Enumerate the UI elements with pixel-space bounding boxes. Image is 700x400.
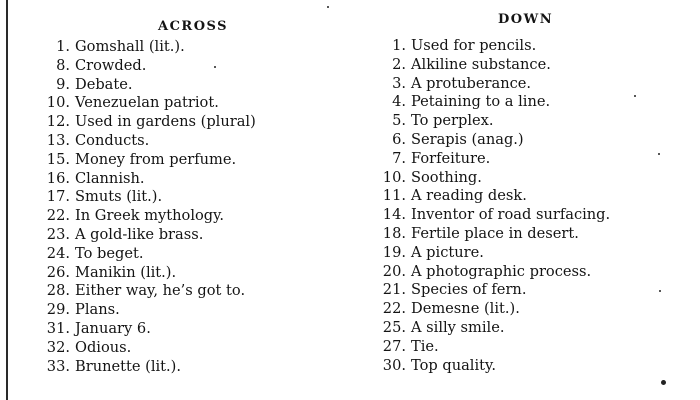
clue-text: A gold-like brass. (75, 225, 204, 243)
clue-text: Soothing. (411, 168, 482, 186)
down-heading: DOWN (498, 12, 554, 27)
across-clue (44, 188, 256, 207)
clue-number: 31. (46, 319, 70, 337)
clue-number: 11. (382, 187, 406, 205)
down-clue (380, 281, 610, 300)
clue-text: Alkiline substance. (411, 55, 551, 73)
down-clue (380, 131, 610, 150)
clue-text: Smuts (lit.). (75, 188, 163, 206)
down-clue (380, 56, 610, 75)
left-margin-rule (6, 0, 8, 400)
down-clue (380, 300, 610, 319)
clue-text: Tie. (411, 337, 439, 355)
clue-number: 9. (56, 75, 70, 93)
down-clue (380, 338, 610, 357)
down-clue (380, 75, 610, 94)
clue-text: Used for pencils. (411, 37, 537, 54)
clue-number: 7. (392, 149, 406, 167)
clue-text: In Greek mythology. (75, 207, 225, 225)
clue-text: Forfeiture. (411, 149, 491, 167)
across-clue (44, 245, 256, 264)
clue-text: Inventor of road surfacing. (411, 206, 611, 224)
clue-number: 1. (392, 37, 406, 54)
clue-number: 6. (392, 130, 406, 148)
across-clue (44, 226, 256, 245)
down-clue (380, 244, 610, 263)
clue-number: 14. (382, 206, 406, 224)
clue-number: 20. (382, 262, 406, 280)
clue-number: 10. (46, 94, 70, 112)
print-speck (327, 6, 329, 8)
clue-number: 8. (56, 56, 70, 74)
clue-text: Odious. (75, 338, 132, 356)
clue-number: 28. (46, 282, 70, 300)
clue-number: 27. (382, 337, 406, 355)
clue-text: January 6. (75, 319, 151, 337)
print-speck (658, 153, 660, 155)
clue-number: 3. (392, 74, 406, 92)
clue-text: A reading desk. (411, 187, 527, 205)
clue-number: 12. (46, 113, 70, 131)
clue-text: Top quality. (411, 356, 496, 374)
down-clue (380, 187, 610, 206)
clue-number: 32. (46, 338, 70, 356)
down-clue (380, 357, 610, 376)
across-clue (44, 301, 256, 320)
down-clue (380, 93, 610, 112)
clue-text: Crowded. (75, 56, 147, 74)
down-clue-list (380, 37, 610, 375)
down-clue (380, 225, 610, 244)
clue-text: To perplex. (411, 112, 494, 130)
down-clue (380, 37, 610, 56)
clue-text: Conducts. (75, 131, 150, 149)
clue-number: 22. (46, 207, 70, 225)
clue-number: 5. (392, 112, 406, 130)
clue-text: Either way, he’s got to. (75, 282, 246, 300)
clue-number: 1. (56, 38, 70, 55)
across-clue (44, 113, 256, 132)
clue-text: Manikin (lit.). (75, 263, 177, 281)
clue-text: Petaining to a line. (411, 93, 551, 111)
across-clue-list (44, 38, 256, 376)
across-clue (44, 132, 256, 151)
down-clue (380, 206, 610, 225)
clue-text: Brunette (lit.). (75, 357, 182, 375)
across-clue (44, 207, 256, 226)
clue-number: 15. (46, 150, 70, 168)
across-clue (44, 57, 256, 76)
across-clue (44, 170, 256, 189)
clue-number: 23. (46, 225, 70, 243)
across-clue (44, 339, 256, 358)
clue-number: 13. (46, 131, 70, 149)
clue-number: 10. (382, 168, 406, 186)
down-clue (380, 150, 610, 169)
across-clue (44, 358, 256, 377)
clue-text: Used in gardens (plural) (75, 113, 256, 131)
across-clue (44, 151, 256, 170)
print-speck (214, 66, 216, 68)
clue-text: Debate. (75, 75, 133, 93)
across-clue (44, 38, 256, 57)
clue-number: 17. (46, 188, 70, 206)
clue-number: 30. (382, 356, 406, 374)
clue-text: A silly smile. (411, 318, 505, 336)
clue-text: To beget. (75, 244, 144, 262)
clue-text: Demesne (lit.). (411, 300, 520, 318)
clue-text: Venezuelan patriot. (75, 94, 219, 112)
clue-number: 25. (382, 318, 406, 336)
clue-number: 33. (46, 357, 70, 375)
clue-text: A protuberance. (411, 74, 532, 92)
across-clue (44, 76, 256, 95)
down-clue (380, 263, 610, 282)
clue-number: 21. (382, 281, 406, 299)
across-clue (44, 264, 256, 283)
clue-text: Money from perfume. (75, 150, 237, 168)
print-speck (634, 95, 636, 97)
clue-text: Fertile place in desert. (411, 224, 579, 242)
clue-number: 2. (392, 55, 406, 73)
clue-number: 26. (46, 263, 70, 281)
clue-number: 19. (382, 243, 406, 261)
clue-text: Species of fern. (411, 281, 527, 299)
clue-number: 4. (392, 93, 406, 111)
clue-number: 22. (382, 300, 406, 318)
clue-text: Clannish. (75, 169, 145, 187)
clue-number: 24. (46, 244, 70, 262)
across-clue (44, 282, 256, 301)
down-clue (380, 319, 610, 338)
down-clue (380, 112, 610, 131)
clue-text: A picture. (411, 243, 484, 261)
clue-text: Serapis (anag.) (411, 130, 524, 148)
across-heading: ACROSS (158, 19, 229, 34)
print-speck (661, 380, 666, 385)
clue-text: Gomshall (lit.). (75, 38, 185, 55)
clue-number: 16. (46, 169, 70, 187)
across-clue (44, 320, 256, 339)
clue-text: A photographic process. (411, 262, 592, 280)
print-speck (659, 290, 661, 292)
down-clue (380, 169, 610, 188)
clue-number: 29. (46, 301, 70, 319)
across-clue (44, 94, 256, 113)
clue-text: Plans. (75, 301, 120, 319)
clue-number: 18. (382, 224, 406, 242)
